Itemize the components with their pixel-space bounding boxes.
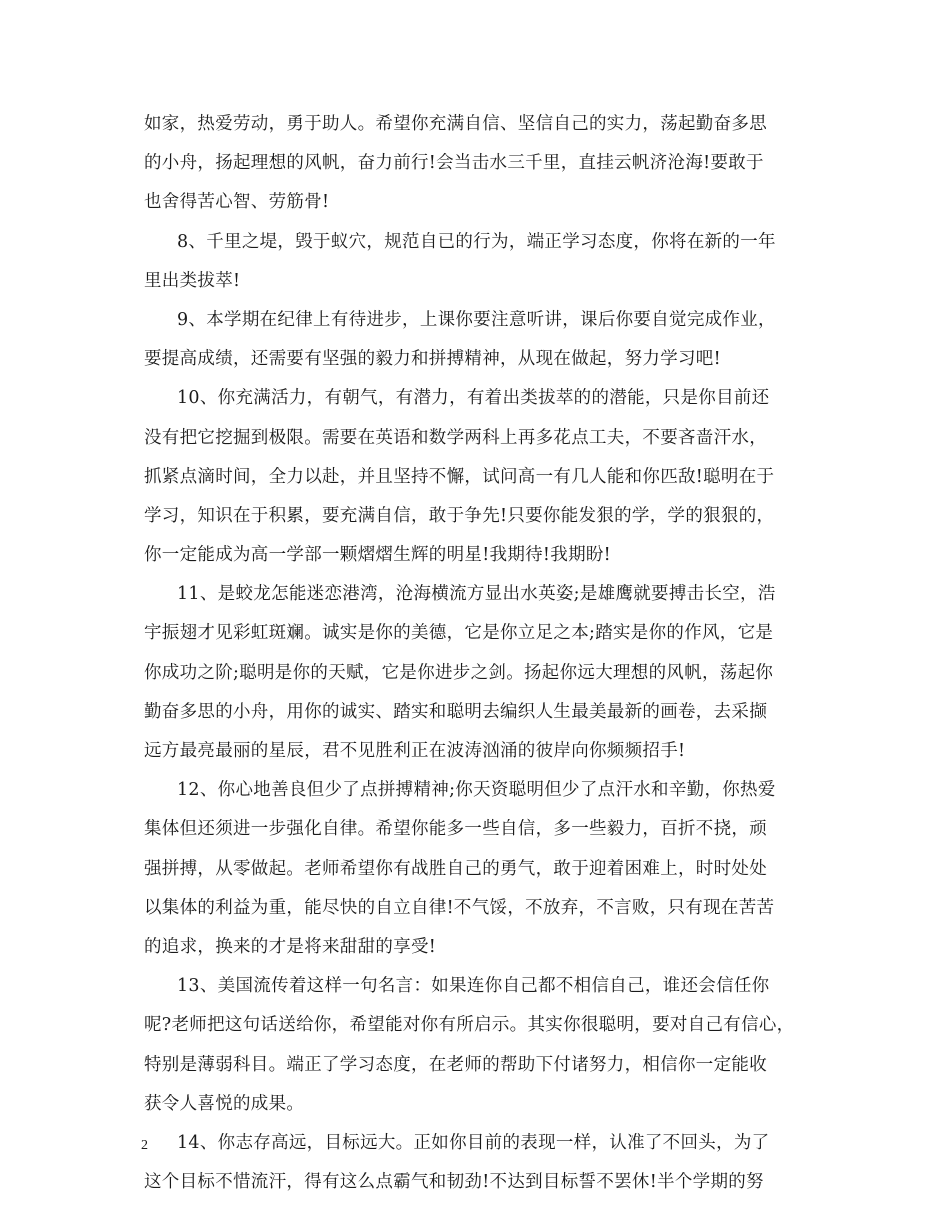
text-line: 的追求，换来的才是将来甜甜的享受! [144, 936, 437, 957]
text-line: 远方最亮最丽的星辰，君不见胜利正在波涛汹涌的彼岸向你频频招手! [144, 741, 686, 761]
text-line: 呢?老师把这句话送给你，希望能对你有所启示。其实你很聪明，要对自己有信心， [144, 1015, 795, 1036]
text-line: 里出类拔萃! [144, 270, 241, 291]
text-line: 勤奋多思的小舟，用你的诚实、踏实和聪明去编织人生最美最新的画卷，去采撷 [144, 701, 767, 722]
paragraph-first-line: 8、千里之堤，毁于蚁穴，规范自已的行为，端正学习态度，你将在新的一年 [177, 231, 776, 252]
text-line: 你成功之阶;聪明是你的天赋，它是你进步之剑。扬起你远大理想的风帆，荡起你 [144, 662, 774, 683]
text-line: 集体但还须进一步强化自律。希望你能多一些自信，多一些毅力，百折不挠，顽 [144, 819, 767, 840]
text-line: 强拼搏，从零做起。老师希望你有战胜自己的勇气，敢于迎着困难上，时时处处 [144, 858, 767, 879]
text-line: 特别是薄弱科目。端正了学习态度，在老师的帮助下付诸努力，相信你一定能收 [144, 1054, 767, 1075]
text-line: 的小舟，扬起理想的风帆，奋力前行!会当击水三千里，直挂云帆济沧海!要敢于 [144, 153, 764, 174]
text-line: 宇振翅才见彩虹斑斓。诚实是你的美德，它是你立足之本;踏实是你的作风，它是 [144, 623, 774, 644]
text-line: 学习，知识在于积累，要充满自信，敢于争先!只要你能发狠的学，学的狠狠的， [144, 505, 775, 526]
text-line: 你一定能成为高一学部一颗熠熠生辉的明星!我期待!我期盼! [144, 545, 611, 566]
paragraph-first-line: 12、你心地善良但少了点拼搏精神;你天资聪明但少了点汗水和辛勤，你热爱 [177, 780, 776, 801]
text-line: 如家，热爱劳动，勇于助人。希望你充满自信、坚信自己的实力，荡起勤奋多思 [144, 114, 767, 134]
text-line: 以集体的利益为重，能尽快的自立自律!不气馁，不放弃，不言败，只有现在苦苦 [144, 897, 775, 918]
page-number: 2 [141, 1138, 148, 1153]
paragraph-first-line: 9、本学期在纪律上有待进步，上课你要注意听讲，课后你要自觉完成作业， [177, 309, 776, 330]
paragraph-first-line: 14、你志存高远，目标远大。正如你目前的表现一样，认准了不回头，为了 [177, 1132, 770, 1153]
text-line: 获令人喜悦的成果。 [144, 1093, 305, 1114]
paragraph-first-line: 10、你充满活力，有朝气，有潜力，有着出类拔萃的的潜能，只是你目前还 [177, 388, 770, 409]
text-line: 没有把它挖掘到极限。需要在英语和数学两科上再多花点工夫，不要吝啬汗水， [144, 427, 767, 448]
paragraph-first-line: 13、美国流传着这样一句名言：如果连你自己都不相信自己，谁还会信任你 [177, 976, 770, 997]
document-body [144, 105, 814, 1202]
text-line: 抓紧点滴时间，全力以赴，并且坚持不懈，试问高一有几人能和你匹敌!聪明在于 [144, 466, 775, 487]
text-line: 要提高成绩，还需要有坚强的毅力和拼搏精神，从现在做起，努力学习吧! [144, 349, 721, 370]
text-line: 也舍得苦心智、劳筋骨! [144, 192, 330, 213]
paragraph-first-line: 11、是蛟龙怎能迷恋港湾，沧海横流方显出水英姿;是雄鹰就要搏击长空，浩 [177, 584, 776, 605]
text-line: 这个目标不惜流汗，得有这么点霸气和韧劲!不达到目标誓不罢休!半个学期的努 [144, 1172, 764, 1193]
